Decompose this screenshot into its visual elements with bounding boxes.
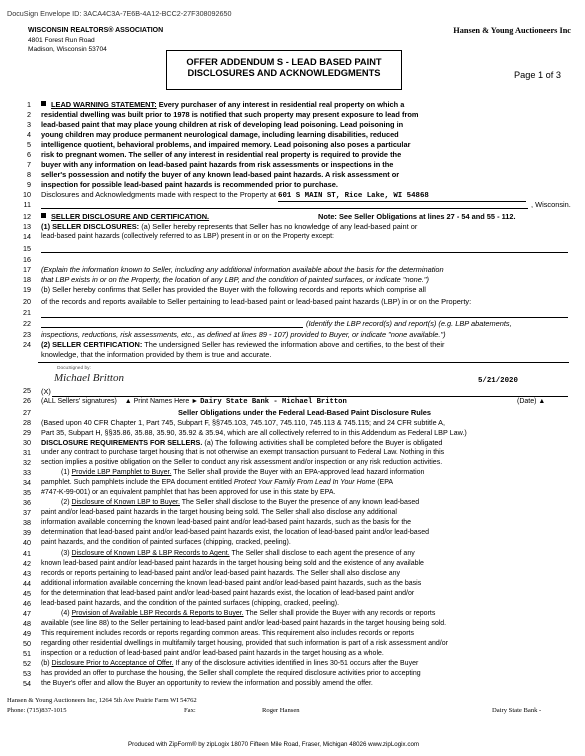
obligations-line-35: #747-K-99-001) or an equivalent pamphlet that has been approved for use in this state by EPA. bbox=[41, 489, 336, 496]
lbp-known-field[interactable] bbox=[41, 252, 568, 253]
disclosure-known-lbp-label: Disclosure of Known LBP to Buyer. bbox=[71, 499, 180, 506]
envelope-id: DocuSign Envelope ID: 3ACA4C3A-7E6B-4A12-BCC2-27F308092650 bbox=[7, 9, 232, 18]
warning-line-6: risk to pregnant women. The seller of any interest in residential real property is required to provide the bbox=[41, 150, 402, 159]
line-number: 28 bbox=[23, 418, 31, 427]
signature-marker: (X) bbox=[41, 387, 51, 396]
explain-line-1: (Explain the information known to Seller, including any additional information available about the basis for the determination bbox=[41, 265, 444, 274]
line-number: 50 bbox=[23, 639, 31, 648]
line-number: 53 bbox=[23, 669, 31, 678]
line-number: 41 bbox=[23, 549, 31, 558]
line-number: 27 bbox=[23, 408, 31, 417]
line-number: 45 bbox=[23, 589, 31, 598]
line-number: 20 bbox=[23, 297, 31, 306]
warning-line-8: seller's possession and notify the buyer of any known lead-based paint hazards. A risk assessment or bbox=[41, 170, 400, 179]
obligations-line-33: (1) Provide LBP Pamphlet to Buyer. The Seller shall provide the Buyer with an EPA-approved lead hazard information bbox=[61, 469, 425, 476]
line-number: 52 bbox=[23, 659, 31, 668]
provision-records-label: Provision of Available LBP Records & Reports to Buyer. bbox=[71, 610, 244, 617]
warning-line-9: inspection for possible lead-based paint hazards is recommended prior to purchase. bbox=[41, 180, 338, 189]
seller-certification-line bbox=[41, 340, 568, 349]
seller-disclosures-line bbox=[41, 222, 568, 231]
date-caption: (Date) ▲ bbox=[517, 398, 546, 405]
line-number: 49 bbox=[23, 629, 31, 638]
line-number: 24 bbox=[23, 340, 31, 349]
records-line-2: of the records and reports available to Seller pertaining to lead-based paint or lead-based paint hazards (LBP) in or on the Property: bbox=[41, 297, 472, 306]
brokerage-name: Hansen & Young Auctioneers Inc bbox=[453, 26, 571, 35]
printed-seller-name[interactable]: Dairy State Bank - Michael Britton bbox=[200, 398, 347, 406]
seller-signature[interactable]: Michael Britton bbox=[54, 372, 124, 384]
docusign-tag: DocuSigned by: bbox=[57, 366, 91, 371]
footer-brokerage-address: Hansen & Young Auctioneers Inc, 1264 5th Ave Prairie Farm WI 54762 bbox=[7, 697, 197, 704]
obligations-line-45: for the determination that lead-based paint and/or lead-based paint hazards exist, the location of lead-based paint and/or bbox=[41, 590, 415, 597]
line-number: 18 bbox=[23, 275, 31, 284]
line-number: 39 bbox=[23, 528, 31, 537]
obligations-line-49: This requirement includes records or reports regarding common areas. This requirement also includes records or reports bbox=[41, 630, 414, 637]
records-field-2[interactable] bbox=[41, 327, 303, 328]
bullet-icon bbox=[41, 101, 46, 106]
line-number: 1 bbox=[27, 100, 31, 109]
line-number: 42 bbox=[23, 559, 31, 568]
line-number: 54 bbox=[23, 679, 31, 688]
form-title-line-2: DISCLOSURES AND ACKNOWLEDGMENTS bbox=[187, 68, 381, 78]
obligations-line-40: paint hazards, and the condition of painted surfaces (chipping, cracked, peeling). bbox=[41, 539, 291, 546]
obligations-line-46: lead-based paint hazards, and the condition of the painted surfaces (chipping, cracked, peeling). bbox=[41, 600, 340, 607]
property-continuation-line bbox=[41, 208, 528, 209]
seller-certification-line-2: knowledge, that the information provided by them is true and accurate. bbox=[41, 350, 272, 359]
line-number: 2 bbox=[27, 110, 31, 119]
line-number: 17 bbox=[23, 265, 31, 274]
association-address-1: 4801 Forest Run Road bbox=[28, 37, 95, 44]
line-number: 13 bbox=[23, 222, 31, 231]
line-number: 25 bbox=[23, 386, 31, 395]
line-number: 51 bbox=[23, 649, 31, 658]
line-number: 21 bbox=[23, 308, 31, 317]
association-address-2: Madison, Wisconsin 53704 bbox=[28, 46, 107, 53]
line-number: 43 bbox=[23, 569, 31, 578]
footer-fax: Fax: bbox=[184, 707, 196, 714]
obligations-line-32: section implies a positive obligation on the Seller to conduct any risk assessment and/or inspection or any risk reduction activities. bbox=[41, 459, 443, 466]
identify-records-text: (Identify the LBP record(s) and report(s) (e.g. LBP abatements, bbox=[306, 319, 512, 328]
line-number: 5 bbox=[27, 140, 31, 149]
line-number: 14 bbox=[23, 232, 31, 241]
lbp-hazards-line: lead-based paint hazards (collectively referred to as LBP) present in or on the Property except: bbox=[41, 233, 334, 240]
obligations-line-30 bbox=[41, 438, 568, 447]
seller-disclosures-label: (1) SELLER DISCLOSURES: bbox=[41, 222, 140, 231]
line-number: 26 bbox=[23, 396, 31, 405]
obligations-line-41: (3) Disclosure of Known LBP & LBP Records to Agent. The Seller shall disclose to each agent the presence of any bbox=[61, 550, 415, 557]
property-label: Disclosures and Acknowledgments made with respect to the Property at bbox=[41, 190, 276, 199]
line-number: 4 bbox=[27, 130, 31, 139]
footer-agent: Roger Hansen bbox=[262, 707, 300, 714]
warning-line-2: residential dwelling was built prior to 1978 is notified that such property may present exposure to lead from bbox=[41, 110, 419, 119]
warning-text: Every purchaser of any interest in residential real property on which a bbox=[156, 100, 405, 109]
bullet-icon bbox=[41, 213, 46, 218]
warning-line-1 bbox=[41, 100, 568, 109]
line-number: 48 bbox=[23, 619, 31, 628]
line-number: 31 bbox=[23, 448, 31, 457]
identify-records-text-2: inspections, reductions, risk assessments, etc., as defined at lines 89 - 107) provided to Buyer, or indicate "none available.") bbox=[41, 330, 446, 339]
seller-certification-text: The undersigned Seller has reviewed the information above and certifies, to the best of their bbox=[142, 340, 445, 349]
warning-line-3: lead-based paint that may place young children at risk of developing lead poisoning. Lead poisoning in bbox=[41, 120, 404, 129]
seller-disclosures-text: (a) Seller hereby represents that Seller has no knowledge of any lead-based paint or bbox=[139, 222, 418, 231]
seller-heading: SELLER DISCLOSURE AND CERTIFICATION. bbox=[51, 212, 210, 221]
seller-obligations-note: Note: See Seller Obligations at lines 27 - 54 and 55 - 112. bbox=[318, 212, 516, 221]
line-number: 6 bbox=[27, 150, 31, 159]
obligations-line-37: paint and/or lead-based paint hazards in the target housing being sold. The Seller shall also disclose any additional bbox=[41, 509, 397, 516]
print-names-label: Print Names Here bbox=[133, 398, 190, 405]
obligations-line-36: (2) Disclosure of Known LBP to Buyer. The Seller shall disclose to the Buyer the presence of any known lead-based bbox=[61, 499, 420, 506]
obligations-line-34: pamphlet. Such pamphlets include the EPA document entitled Protect Your Family From Lead In Your Home (EPA bbox=[41, 479, 394, 486]
signature-date[interactable]: 5/21/2020 bbox=[478, 377, 518, 385]
line-number: 19 bbox=[23, 285, 31, 294]
obligations-line-44: additional information available concerning the known lead-based paint and/or lead-based paint hazards, such as the basis bbox=[41, 580, 422, 587]
epa-document-title: Protect Your Family From Lead In Your Home bbox=[233, 479, 376, 486]
obligations-line-51: inspection or a reduction of lead-based paint and/or lead-based paint hazards in the target housing as a whole. bbox=[41, 650, 384, 657]
obligations-heading: Seller Obligations under the Federal Lead-Based Paint Disclosure Rules bbox=[178, 408, 431, 417]
zipform-credit: Produced with ZipForm® by zipLogix 18070 Fifteen Mile Road, Fraser, Michigan 48026 www.zipLogix.com bbox=[128, 741, 420, 748]
arrow-up-icon: ▲ bbox=[538, 398, 546, 405]
obligations-line-54: the Buyer's offer and allow the Buyer an opportunity to review the information and possibly amend the offer. bbox=[41, 680, 373, 687]
obligations-line-50: regarding other residential dwellings in multifamily target housing, provided that such information is part of a risk assessment and/or bbox=[41, 640, 448, 647]
obligations-line-28: (Based upon 40 CFR Chapter 1, Part 745, Subpart F, §§745.103, 745.107, 745.110, 745.113 & 745.115; and 24 CFR subtitle A, bbox=[41, 418, 445, 427]
association-name: WISCONSIN REALTORS® ASSOCIATION bbox=[28, 27, 164, 34]
signature-caption bbox=[41, 397, 568, 407]
line-number: 16 bbox=[23, 255, 31, 264]
line-number: 9 bbox=[27, 180, 31, 189]
obligations-line-43: records or reports pertaining to lead-based paint and/or lead-based paint hazards. The Seller shall also disclose any bbox=[41, 570, 401, 577]
line-number: 11 bbox=[23, 200, 31, 209]
line-number: 29 bbox=[23, 428, 31, 437]
line-number: 10 bbox=[23, 190, 31, 199]
obligations-line-31: under any contract to purchase target housing that is not otherwise an exempt transaction pursuant to Federal Law. Nothing in this bbox=[41, 449, 445, 456]
wisconsin-suffix: , Wisconsin. bbox=[531, 200, 571, 209]
obligations-line-47: (4) Provision of Available LBP Records & Reports to Buyer. The Seller shall provide the Buyer with any records or reports bbox=[61, 610, 436, 617]
all-sellers-signatures: (ALL Sellers' signatures) bbox=[41, 398, 117, 405]
obligations-line-48: available (see line 88) to the Seller pertaining to lead-based paint and/or lead-based paint hazards in the target housing being sold. bbox=[41, 620, 447, 627]
disclosure-to-agent-label: Disclosure of Known LBP & LBP Records to Agent. bbox=[71, 550, 230, 557]
obligations-line-53: has provided an offer to purchase the housing, the Seller shall complete the required disclosure activities prior to accepting bbox=[41, 670, 421, 677]
line-number: 35 bbox=[23, 488, 31, 497]
provide-pamphlet-label: Provide LBP Pamphlet to Buyer. bbox=[71, 469, 172, 476]
line-number: 44 bbox=[23, 579, 31, 588]
disclosure-requirements-label: DISCLOSURE REQUIREMENTS FOR SELLERS. bbox=[41, 438, 203, 447]
line-number: 3 bbox=[27, 120, 31, 129]
line-number: 36 bbox=[23, 498, 31, 507]
property-line bbox=[41, 190, 568, 202]
form-title-line-1: OFFER ADDENDUM S - LEAD BASED PAINT bbox=[186, 57, 382, 67]
page-number: Page 1 of 3 bbox=[514, 70, 561, 80]
line-number: 15 bbox=[23, 244, 31, 253]
obligations-line-52: (b) Disclosure Prior to Acceptance of Offer. If any of the disclosure activities identified in lines 30-51 occurs after the Buyer bbox=[41, 660, 419, 667]
records-line-1: (b) Seller hereby confirms that Seller has provided the Buyer with the following records and reports which comprise all bbox=[41, 285, 426, 294]
warning-line-5: intelligence quotient, behavioral problems, and impaired memory. Lead poisoning also poses a particular bbox=[41, 140, 411, 149]
disclosure-prior-acceptance-label: Disclosure Prior to Acceptance of Offer. bbox=[51, 660, 174, 667]
obligations-line-39: determination that lead-based paint and/or lead-based paint hazards exist, the location of lead-based paint and/or lead-based bbox=[41, 529, 429, 536]
obligations-line-29: Part 35, Subpart H, §§35.86, 35.88, 35.90, 35.92 & 35.94, which are all collectively referred to in this Addendum as Federal LBP Law.) bbox=[41, 428, 467, 437]
explain-line-2: that LBP exists in or on the Property, the location of any LBP, and the condition of painted surfaces, or indicate "none.") bbox=[41, 275, 430, 284]
arrow-right-icon: ► bbox=[191, 398, 199, 405]
warning-line-4: young children may produce permanent neurological damage, including learning disabilities, reduced bbox=[41, 130, 399, 139]
line-number: 46 bbox=[23, 599, 31, 608]
line-number: 8 bbox=[27, 170, 31, 179]
line-number: 38 bbox=[23, 518, 31, 527]
warning-line-7: buyer with any information on lead-based paint hazards from risk assessments or inspections in the bbox=[41, 160, 394, 169]
form-title-box bbox=[166, 50, 402, 90]
seller-disclosure-heading bbox=[41, 212, 568, 221]
line-number: 22 bbox=[23, 319, 31, 328]
footer-phone: Phone: (715)837-1015 bbox=[7, 707, 67, 714]
obligations-line-38: information available concerning the known lead-based paint and/or lead-based paint hazards, such as the basis for the bbox=[41, 519, 412, 526]
line-number: 7 bbox=[27, 160, 31, 169]
line-number: 40 bbox=[23, 538, 31, 547]
line-number: 23 bbox=[23, 330, 31, 339]
line-number: 12 bbox=[23, 212, 31, 221]
line-number: 34 bbox=[23, 478, 31, 487]
line-number: 47 bbox=[23, 609, 31, 618]
line-number: 32 bbox=[23, 458, 31, 467]
seller-certification-label: (2) SELLER CERTIFICATION: bbox=[41, 340, 143, 349]
section-divider bbox=[38, 362, 569, 363]
line-number: 33 bbox=[23, 468, 31, 477]
obligations-line-42: known lead-based paint and/or lead-based paint hazards in the target housing being sold and the existence of any available bbox=[41, 560, 424, 567]
line-number: 30 bbox=[23, 438, 31, 447]
arrow-left-icon: ▲ bbox=[124, 398, 132, 405]
footer-property: Dairy State Bank - bbox=[492, 707, 542, 714]
line-number: 37 bbox=[23, 508, 31, 517]
signature-line bbox=[41, 387, 568, 396]
records-field-1[interactable] bbox=[41, 317, 568, 318]
disclosure-requirements-text: (a) The following activities shall be completed before the Buyer is obligated bbox=[202, 438, 443, 447]
property-address-field[interactable]: 601 S MAIN ST, Rice Lake, WI 54868 bbox=[278, 192, 526, 202]
warning-heading: LEAD WARNING STATEMENT: bbox=[51, 100, 157, 109]
